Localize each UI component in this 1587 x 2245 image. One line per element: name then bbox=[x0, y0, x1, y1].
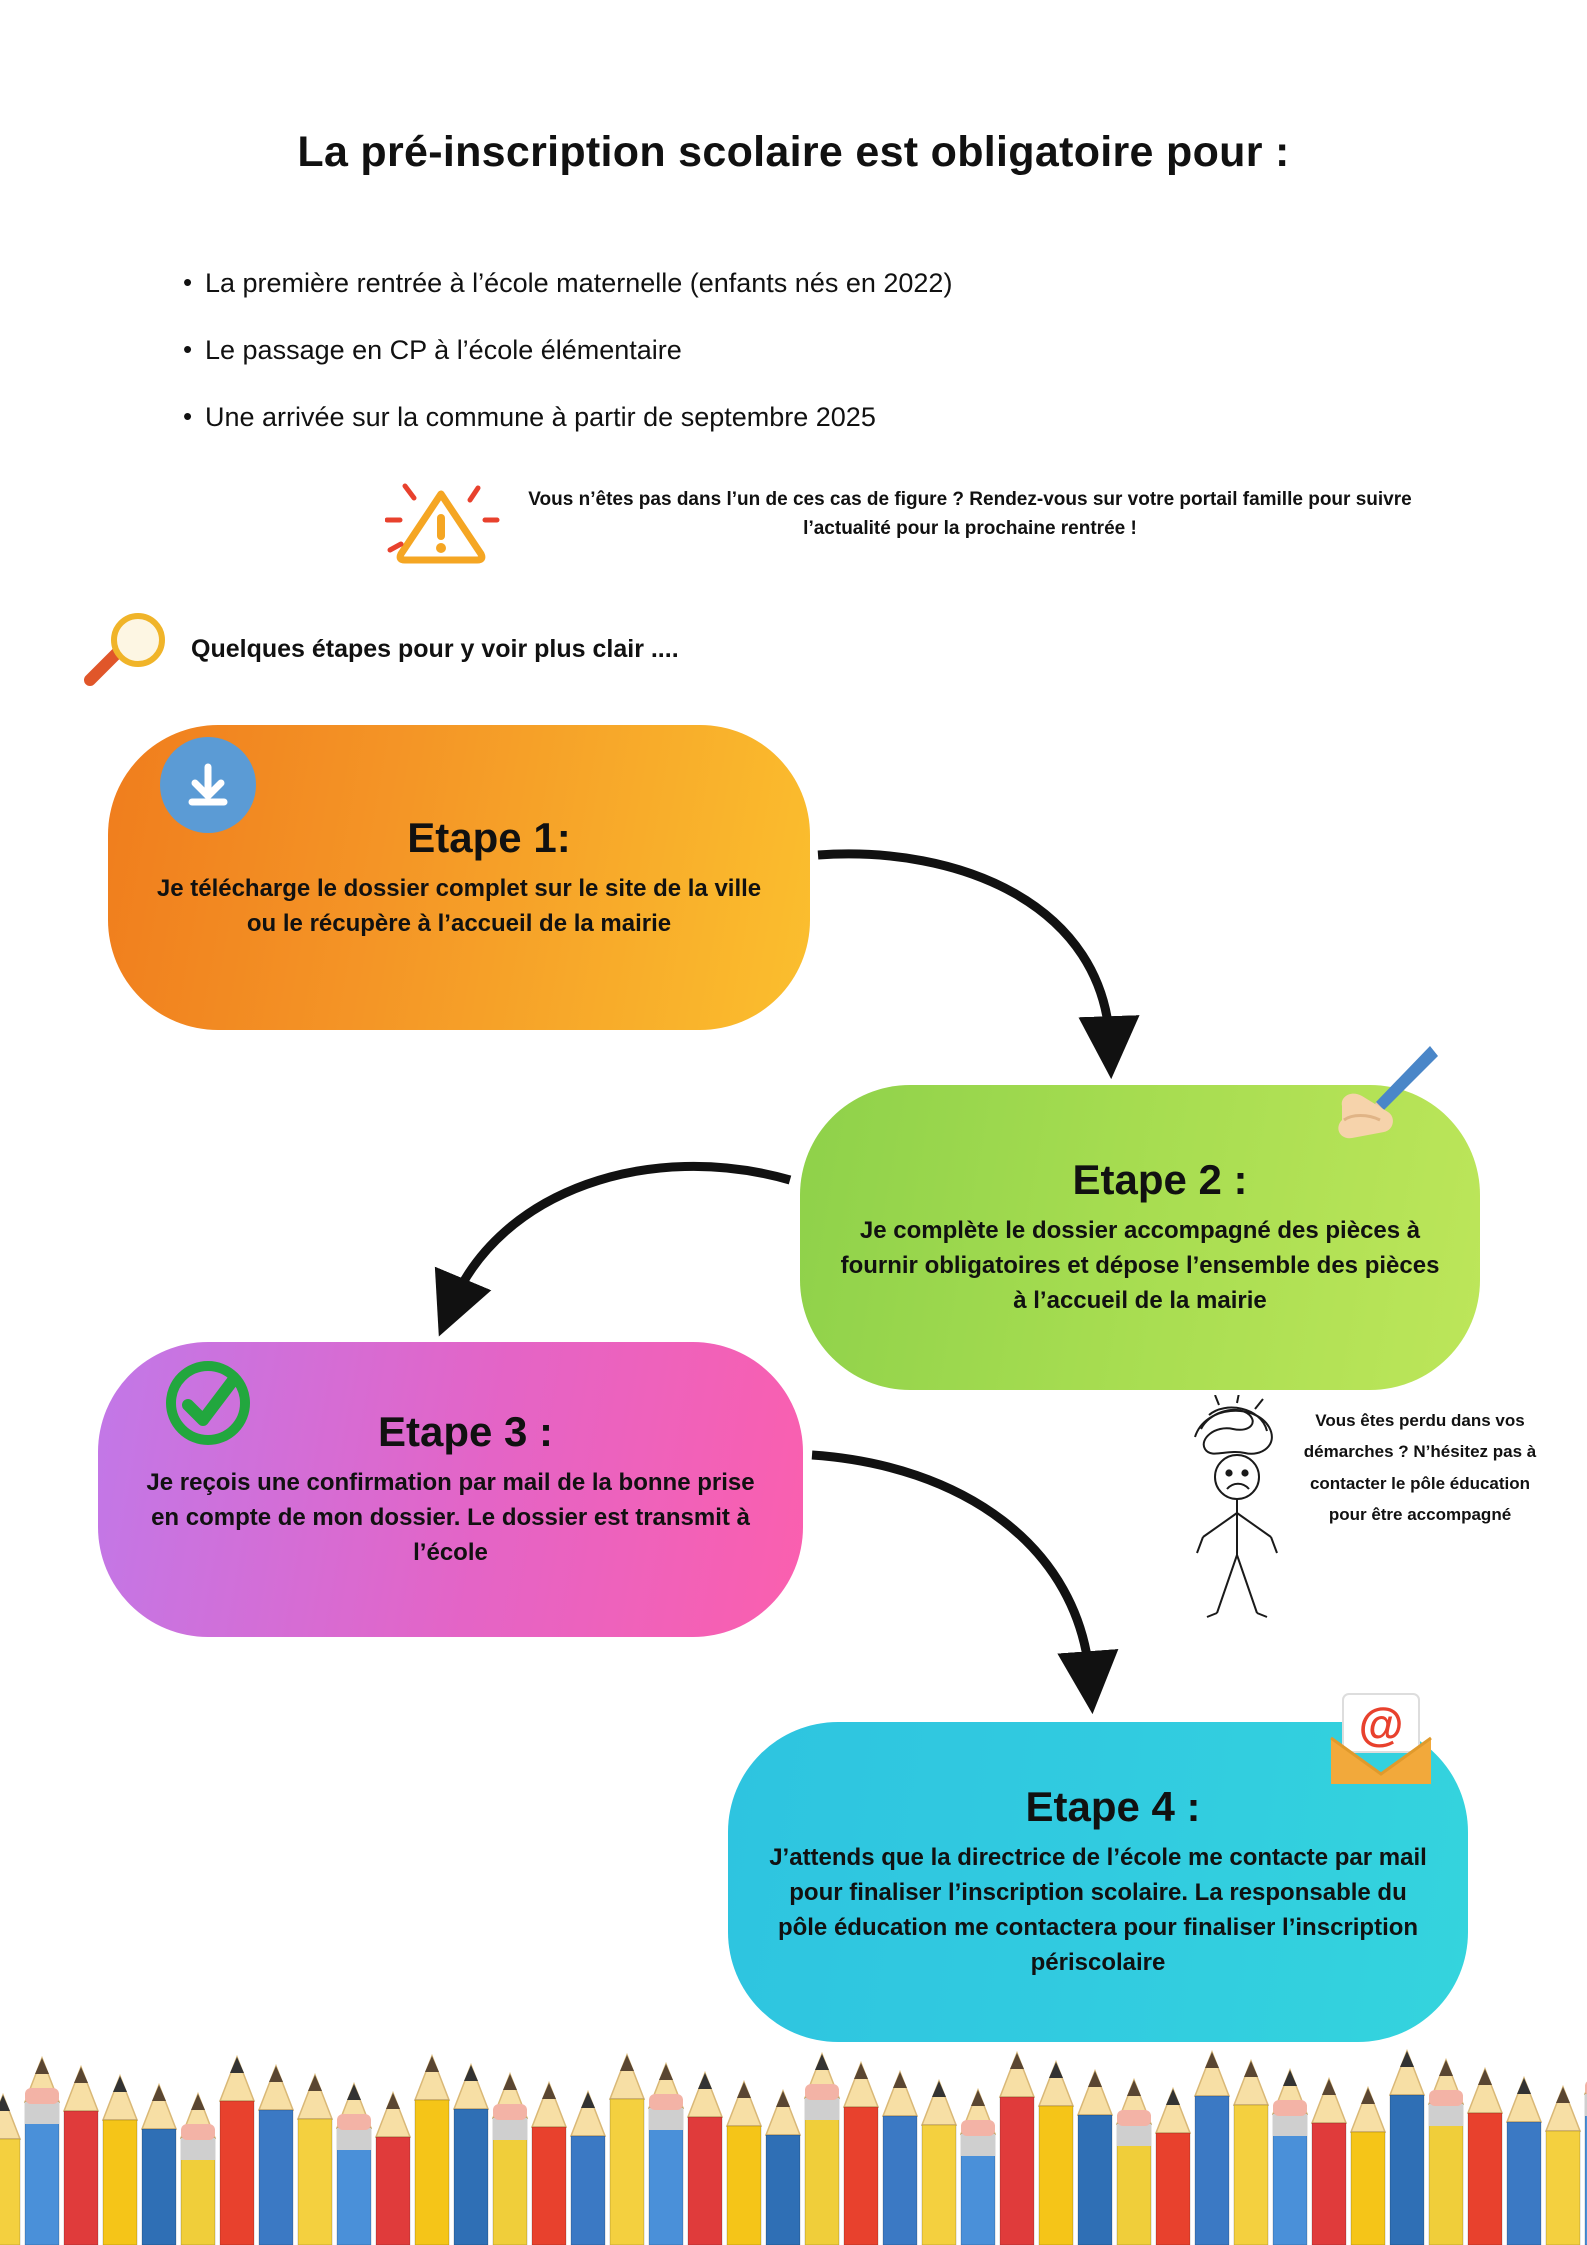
step-title: Etape 2 : bbox=[1072, 1156, 1248, 1204]
page-title: La pré-inscription scolaire est obligatoire pour : bbox=[297, 128, 1290, 176]
download-icon bbox=[160, 737, 256, 833]
step-body: Je reçois une confirmation par mail de la bonne prise en compte de mon dossier. Le dossier est transmit à l’école bbox=[146, 1469, 755, 1566]
svg-text:@: @ bbox=[1358, 1698, 1404, 1750]
step-title: Etape 4 : bbox=[1025, 1783, 1201, 1831]
list-item bbox=[183, 268, 1383, 299]
list-item bbox=[183, 402, 1383, 433]
step-body: J’attends que la directrice de l’école me contacte par mail pour finaliser l’inscription scolaire. La responsable du pôle éducation me contactera pour finaliser l’inscription périscolaire bbox=[769, 1844, 1427, 1976]
warning-note bbox=[385, 476, 1485, 566]
warning-note-text: Vous n’êtes pas dans l’un de ces cas de figure ? Rendez-vous sur votre portail famille pour suivre l’actualité pour la prochaine rentrée ! bbox=[528, 489, 1412, 539]
bullet-marker: • bbox=[183, 267, 193, 297]
bullet-marker: • bbox=[183, 401, 193, 432]
bullet-marker: • bbox=[183, 334, 193, 365]
confused-stick-figure-icon bbox=[1175, 1395, 1295, 1640]
list-item-label: Le passage en CP à l’école élémentaire bbox=[205, 335, 682, 366]
step-title: Etape 3 : bbox=[377, 1408, 554, 1456]
warning-triangle-icon bbox=[385, 476, 505, 566]
list-item-label: La première rentrée à l’école maternelle (enfants nés en 2022) bbox=[205, 268, 953, 298]
green-check-icon bbox=[160, 1355, 256, 1451]
step-body: Je complète le dossier accompagné des pièces à fournir obligatoires et dépose l’ensemble des pièces à l’accueil de la mairie bbox=[840, 1217, 1440, 1314]
writing-hand-icon bbox=[1322, 1040, 1442, 1150]
steps-intro bbox=[78, 612, 679, 687]
colored-pencils-border bbox=[0, 2040, 1587, 2245]
email-at-icon bbox=[1325, 1690, 1437, 1790]
list-item-label: Une arrivée sur la commune à partir de septembre 2025 bbox=[205, 402, 876, 433]
step-body: Je télécharge le dossier complet sur le site de la ville ou le récupère à l’accueil de la mairie bbox=[156, 874, 762, 937]
magnifying-glass-icon bbox=[78, 612, 183, 687]
steps-intro-label: Quelques étapes pour y voir plus clair .... bbox=[191, 635, 679, 663]
help-note bbox=[1175, 1395, 1565, 1640]
requirements-list bbox=[183, 268, 1383, 469]
list-item bbox=[183, 335, 1383, 366]
step-title: Etape 1: bbox=[407, 813, 571, 861]
help-note-text: Vous êtes perdu dans vos démarches ? N’hésitez pas à contacter le pôle éducation pour être accompagné bbox=[1303, 1411, 1537, 1525]
